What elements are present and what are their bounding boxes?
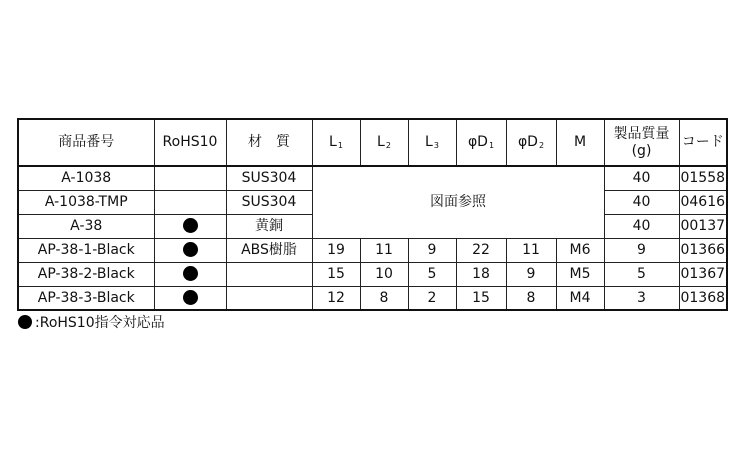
cell-product-no: A-1038-TMP [18, 190, 154, 214]
cell-m: M4 [556, 286, 604, 310]
cell-code: 04616 [679, 190, 727, 214]
header-weight [604, 119, 679, 166]
spec-table [17, 118, 728, 311]
header-d2-sub: 2 [538, 141, 545, 151]
header-l3-sub: 3 [433, 141, 439, 151]
cell-weight: 3 [604, 286, 679, 310]
rohs-legend-dot-icon [18, 315, 32, 329]
header-product-no: 商品番号 [18, 119, 154, 166]
cell-d1: 15 [456, 286, 506, 310]
header-weight-line1: 製品質量 [613, 126, 670, 143]
cell-l2: 11 [360, 238, 408, 262]
header-l3 [408, 119, 456, 166]
cell-d2: 8 [506, 286, 556, 310]
cell-code: 01367 [679, 262, 727, 286]
header-rohs: RoHS10 [154, 119, 226, 166]
header-l1-sub: 1 [337, 141, 343, 151]
header-l2 [360, 119, 408, 166]
cell-l3: 2 [408, 286, 456, 310]
cell-code: 00137 [679, 214, 727, 238]
cell-product-no: AP-38-3-Black [18, 286, 154, 310]
header-l2-label: L [377, 134, 385, 151]
header-m: M [556, 119, 604, 166]
table-row [18, 166, 727, 190]
cell-material: SUS304 [226, 166, 312, 190]
cell-material [226, 262, 312, 286]
cell-rohs [154, 238, 226, 262]
cell-l3: 5 [408, 262, 456, 286]
cell-product-no: AP-38-2-Black [18, 262, 154, 286]
cell-d2: 11 [506, 238, 556, 262]
cell-d2: 9 [506, 262, 556, 286]
header-d2-label: φD [517, 134, 538, 151]
merged-drawing-reference: 図面参照 [312, 166, 604, 238]
cell-l3: 9 [408, 238, 456, 262]
header-code: コード [679, 119, 727, 166]
rohs-compliant-dot-icon [183, 242, 198, 257]
cell-rohs [154, 214, 226, 238]
header-material: 材 質 [226, 119, 312, 166]
cell-d1: 18 [456, 262, 506, 286]
cell-rohs [154, 166, 226, 190]
rohs-compliant-dot-icon [183, 266, 198, 281]
header-d1-sub: 1 [488, 141, 495, 151]
cell-l1: 12 [312, 286, 360, 310]
cell-product-no: A-1038 [18, 166, 154, 190]
header-l2-sub: 2 [385, 141, 391, 151]
cell-weight: 9 [604, 238, 679, 262]
cell-m: M5 [556, 262, 604, 286]
cell-weight: 5 [604, 262, 679, 286]
header-l3-label: L [425, 134, 433, 151]
rohs-compliant-dot-icon [183, 290, 198, 305]
cell-d1: 22 [456, 238, 506, 262]
header-d2 [506, 119, 556, 166]
cell-l1: 19 [312, 238, 360, 262]
cell-weight: 40 [604, 214, 679, 238]
cell-weight: 40 [604, 190, 679, 214]
cell-material: 黄銅 [226, 214, 312, 238]
cell-l2: 8 [360, 286, 408, 310]
cell-code: 01368 [679, 286, 727, 310]
cell-product-no: A-38 [18, 214, 154, 238]
header-weight-line2: (g) [631, 142, 652, 159]
cell-m: M6 [556, 238, 604, 262]
table-row [18, 286, 727, 310]
header-row [18, 119, 727, 166]
cell-l1: 15 [312, 262, 360, 286]
cell-product-no: AP-38-1-Black [18, 238, 154, 262]
cell-material: ABS樹脂 [226, 238, 312, 262]
cell-l2: 10 [360, 262, 408, 286]
cell-code: 01366 [679, 238, 727, 262]
cell-rohs [154, 190, 226, 214]
footnote [18, 312, 165, 332]
rohs-compliant-dot-icon [183, 218, 198, 233]
cell-rohs [154, 262, 226, 286]
cell-code: 01558 [679, 166, 727, 190]
cell-weight: 40 [604, 166, 679, 190]
header-d1 [456, 119, 506, 166]
header-d1-label: φD [467, 134, 488, 151]
cell-material: SUS304 [226, 190, 312, 214]
header-l1 [312, 119, 360, 166]
table-row [18, 238, 727, 262]
cell-material [226, 286, 312, 310]
footnote-text: :RoHS10指令対応品 [35, 315, 165, 331]
header-l1-label: L [329, 134, 337, 151]
cell-rohs [154, 286, 226, 310]
table-row [18, 262, 727, 286]
